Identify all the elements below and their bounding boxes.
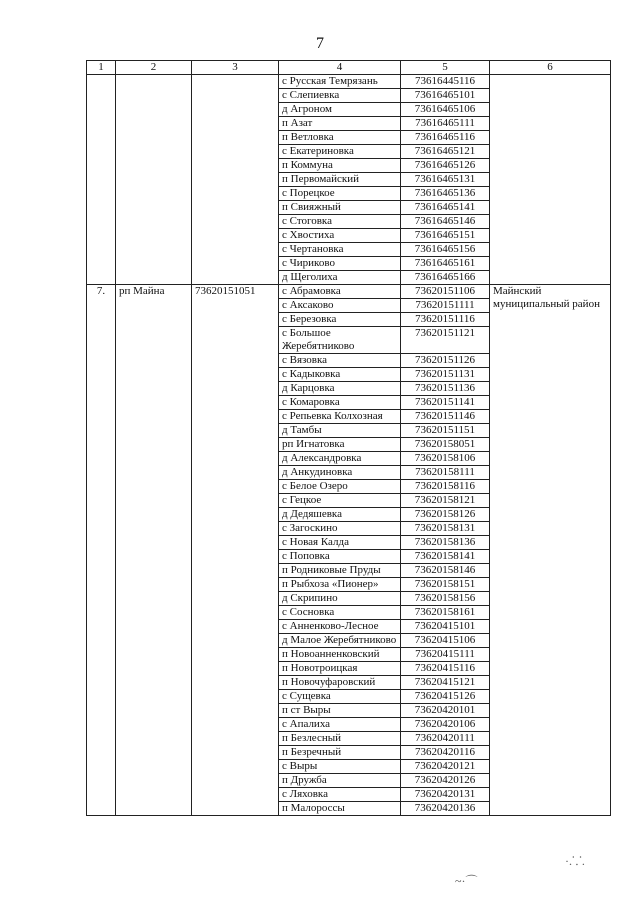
header-cell: 6: [490, 61, 611, 75]
locality-name-cell: с Ляховка: [279, 788, 401, 802]
locality-code-cell: 73620158106: [401, 452, 490, 466]
locality-name-cell: с Сосновка: [279, 606, 401, 620]
locality-code-cell: 73616465101: [401, 89, 490, 103]
locality-code-cell: 73620420116: [401, 746, 490, 760]
header-row: [87, 61, 611, 75]
locality-name-cell: с Чертановка: [279, 243, 401, 257]
locality-code-cell: 73616465131: [401, 173, 490, 187]
oktmo-cell: [192, 75, 279, 285]
locality-code-cell: 73620158126: [401, 508, 490, 522]
locality-name-cell: с Загоскино: [279, 522, 401, 536]
locality-code-cell: 73620415101: [401, 620, 490, 634]
locality-name-cell: с Русская Темрязань: [279, 75, 401, 89]
locality-code-cell: 73620158121: [401, 494, 490, 508]
locality-name-cell: с Репьевка Колхозная: [279, 410, 401, 424]
locality-code-cell: 73616465126: [401, 159, 490, 173]
locality-code-cell: 73616465136: [401, 187, 490, 201]
locality-code-cell: 73620158146: [401, 564, 490, 578]
locality-name-cell: с Аксаково: [279, 299, 401, 313]
locality-name-cell: д Щеголиха: [279, 271, 401, 285]
locality-code-cell: 73620158141: [401, 550, 490, 564]
locality-code-cell: 73620158161: [401, 606, 490, 620]
locality-name-cell: с Поповка: [279, 550, 401, 564]
locality-code-cell: 73616465161: [401, 257, 490, 271]
locality-code-cell: 73616465106: [401, 103, 490, 117]
locality-code-cell: 73620415111: [401, 648, 490, 662]
locality-code-cell: 73620420111: [401, 732, 490, 746]
locality-code-cell: 73620420106: [401, 718, 490, 732]
locality-name-cell: с Новая Калда: [279, 536, 401, 550]
locality-code-cell: 73620151141: [401, 396, 490, 410]
locality-name-cell: с Вязовка: [279, 354, 401, 368]
locality-code-cell: 73616465146: [401, 215, 490, 229]
locality-name-cell: с Сущевка: [279, 690, 401, 704]
locality-name-cell: д Дедяшевка: [279, 508, 401, 522]
locality-code-cell: 73620151116: [401, 313, 490, 327]
header-cell: 2: [116, 61, 192, 75]
locality-name-cell: с Стоговка: [279, 215, 401, 229]
locality-name-cell: п Безречный: [279, 746, 401, 760]
locality-name-cell: п Коммуна: [279, 159, 401, 173]
locality-name-cell: п Рыбхоза «Пионер»: [279, 578, 401, 592]
locality-code-cell: 73620151106: [401, 285, 490, 299]
locality-name-cell: п Родниковые Пруды: [279, 564, 401, 578]
locality-name-cell: п Дружба: [279, 774, 401, 788]
locality-name-cell: п Новоанненковский: [279, 648, 401, 662]
locality-name-cell: с Абрамовка: [279, 285, 401, 299]
locality-name-cell: п Малороссы: [279, 802, 401, 816]
oktmo-cell: 73620151051: [192, 285, 279, 816]
locality-code-cell: 73620420101: [401, 704, 490, 718]
locality-code-cell: 73616465121: [401, 145, 490, 159]
district-cell: [490, 75, 611, 285]
locality-code-cell: 73620415106: [401, 634, 490, 648]
locality-name-cell: п Безлесный: [279, 732, 401, 746]
table-row: [87, 285, 611, 299]
locality-code-cell: 73616465111: [401, 117, 490, 131]
handwritten-mark: ~·⌒: [455, 874, 478, 888]
row-number-cell: [87, 75, 116, 285]
header-cell: 4: [279, 61, 401, 75]
locality-code-cell: 73620420126: [401, 774, 490, 788]
settlement-cell: рп Майна: [116, 285, 192, 816]
settlement-cell: [116, 75, 192, 285]
district-cell: Майнский муниципальный район: [490, 285, 611, 816]
locality-name-cell: д Александровка: [279, 452, 401, 466]
locality-name-cell: п Ветловка: [279, 131, 401, 145]
locality-code-cell: 73620420121: [401, 760, 490, 774]
locality-code-cell: 73620151131: [401, 368, 490, 382]
locality-name-cell: с Апалиха: [279, 718, 401, 732]
locality-code-cell: 73620158131: [401, 522, 490, 536]
locality-name-cell: п Первомайский: [279, 173, 401, 187]
locality-name-cell: п ст Выры: [279, 704, 401, 718]
header-cell: 1: [87, 61, 116, 75]
locality-name-cell: с Выры: [279, 760, 401, 774]
settlements-table: [86, 60, 611, 816]
header-cell: 3: [192, 61, 279, 75]
page-number: 7: [316, 35, 324, 52]
locality-code-cell: 73620415116: [401, 662, 490, 676]
row-number-cell: 7.: [87, 285, 116, 816]
locality-code-cell: 73620420131: [401, 788, 490, 802]
locality-name-cell: с Хвостиха: [279, 229, 401, 243]
locality-name-cell: д Скрипино: [279, 592, 401, 606]
locality-name-cell: с Порецкое: [279, 187, 401, 201]
locality-code-cell: 73616465156: [401, 243, 490, 257]
locality-code-cell: 73616465166: [401, 271, 490, 285]
locality-name-cell: с Слепиевка: [279, 89, 401, 103]
locality-code-cell: 73616465116: [401, 131, 490, 145]
locality-name-cell: с Большое Жеребятниково: [279, 327, 401, 354]
locality-name-cell: д Карцовка: [279, 382, 401, 396]
locality-name-cell: с Чириково: [279, 257, 401, 271]
locality-name-cell: п Азат: [279, 117, 401, 131]
locality-name-cell: п Свияжный: [279, 201, 401, 215]
locality-code-cell: 73616465141: [401, 201, 490, 215]
locality-code-cell: 73620151111: [401, 299, 490, 313]
table-row: [87, 75, 611, 89]
locality-name-cell: п Новотроицкая: [279, 662, 401, 676]
locality-code-cell: 73620420136: [401, 802, 490, 816]
header-cell: 5: [401, 61, 490, 75]
locality-code-cell: 73620158136: [401, 536, 490, 550]
locality-name-cell: с Березовка: [279, 313, 401, 327]
locality-name-cell: д Анкудиновка: [279, 466, 401, 480]
locality-code-cell: 73620151146: [401, 410, 490, 424]
locality-name-cell: д Агроном: [279, 103, 401, 117]
locality-name-cell: с Екатериновка: [279, 145, 401, 159]
locality-code-cell: 73616445116: [401, 75, 490, 89]
locality-code-cell: 73620158156: [401, 592, 490, 606]
locality-code-cell: 73620158116: [401, 480, 490, 494]
locality-name-cell: с Комаровка: [279, 396, 401, 410]
locality-code-cell: 73616465151: [401, 229, 490, 243]
locality-code-cell: 73620415126: [401, 690, 490, 704]
locality-code-cell: 73620158111: [401, 466, 490, 480]
locality-name-cell: с Кадыковка: [279, 368, 401, 382]
locality-name-cell: с Гецкое: [279, 494, 401, 508]
locality-code-cell: 73620151151: [401, 424, 490, 438]
locality-name-cell: д Малое Жеребятниково: [279, 634, 401, 648]
locality-code-cell: 73620151121: [401, 327, 490, 354]
locality-name-cell: рп Игнатовка: [279, 438, 401, 452]
locality-code-cell: 73620158151: [401, 578, 490, 592]
locality-name-cell: п Новочуфаровский: [279, 676, 401, 690]
locality-code-cell: 73620151136: [401, 382, 490, 396]
locality-name-cell: д Тамбы: [279, 424, 401, 438]
handwritten-mark: ·.⸪.: [565, 854, 585, 868]
table-body: [87, 61, 611, 816]
locality-name-cell: с Белое Озеро: [279, 480, 401, 494]
locality-code-cell: 73620415121: [401, 676, 490, 690]
locality-name-cell: с Анненково-Лесное: [279, 620, 401, 634]
locality-code-cell: 73620158051: [401, 438, 490, 452]
locality-code-cell: 73620151126: [401, 354, 490, 368]
